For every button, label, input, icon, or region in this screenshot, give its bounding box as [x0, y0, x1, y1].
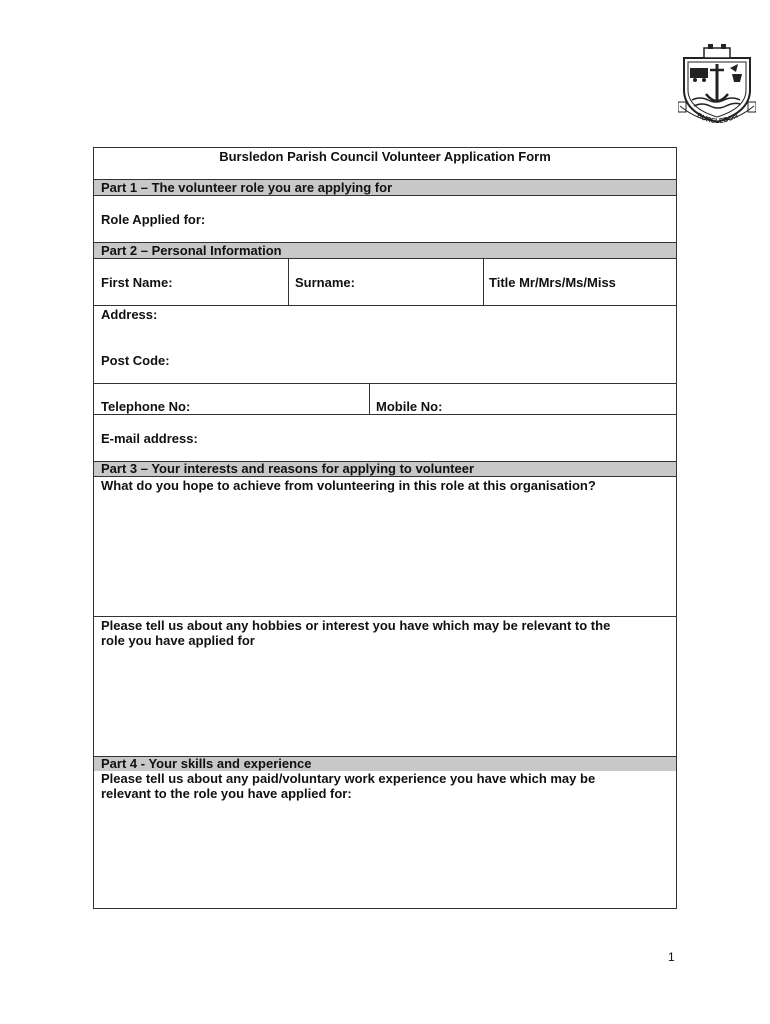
application-form [93, 147, 677, 909]
address-label: Address: [101, 307, 158, 322]
hobbies-answer-field[interactable] [94, 616, 676, 756]
part1-heading-row [94, 179, 676, 195]
form-title: Bursledon Parish Council Volunteer Application Form [219, 149, 551, 164]
part2-heading-row [94, 242, 676, 258]
bursledon-crest-icon [678, 44, 756, 130]
form-title-row [94, 148, 676, 179]
page-number: 1 [668, 950, 675, 964]
achieve-question: What do you hope to achieve from volunteering in this role at this organisation? [101, 478, 596, 493]
title-label: Title Mr/Mrs/Ms/Miss [489, 275, 616, 290]
name-divider-2 [483, 259, 484, 305]
first-name-label: First Name: [101, 275, 173, 290]
name-row [94, 258, 676, 305]
part4-heading: Part 4 - Your skills and experience [101, 756, 312, 771]
phone-row [94, 383, 676, 414]
role-applied-field[interactable] [94, 195, 676, 242]
hobbies-question-line2: role you have applied for [101, 633, 255, 648]
name-divider-1 [288, 259, 289, 305]
achieve-answer-field[interactable] [94, 476, 676, 616]
part3-heading: Part 3 – Your interests and reasons for applying to volunteer [101, 461, 475, 476]
hobbies-question-line1: Please tell us about any hobbies or interest you have which may be relevant to the [101, 618, 611, 633]
experience-question-line1: Please tell us about any paid/voluntary work experience you have which may be [101, 771, 596, 786]
role-applied-label: Role Applied for: [101, 212, 206, 227]
email-field[interactable] [94, 414, 676, 461]
crest-motto: BURSLEDON [695, 112, 740, 126]
part2-heading: Part 2 – Personal Information [101, 243, 282, 258]
phone-divider [369, 384, 370, 414]
experience-question-line2: relevant to the role you have applied for: [101, 786, 352, 801]
experience-answer-field[interactable] [94, 771, 676, 909]
part1-heading: Part 1 – The volunteer role you are applying for [101, 180, 393, 195]
address-field[interactable] [94, 305, 676, 383]
part4-heading-row [94, 756, 676, 771]
mobile-label: Mobile No: [376, 399, 443, 414]
surname-label: Surname: [295, 275, 355, 290]
part3-heading-row [94, 461, 676, 476]
post-code-label: Post Code: [101, 353, 170, 368]
email-label: E-mail address: [101, 431, 198, 446]
telephone-label: Telephone No: [101, 399, 191, 414]
